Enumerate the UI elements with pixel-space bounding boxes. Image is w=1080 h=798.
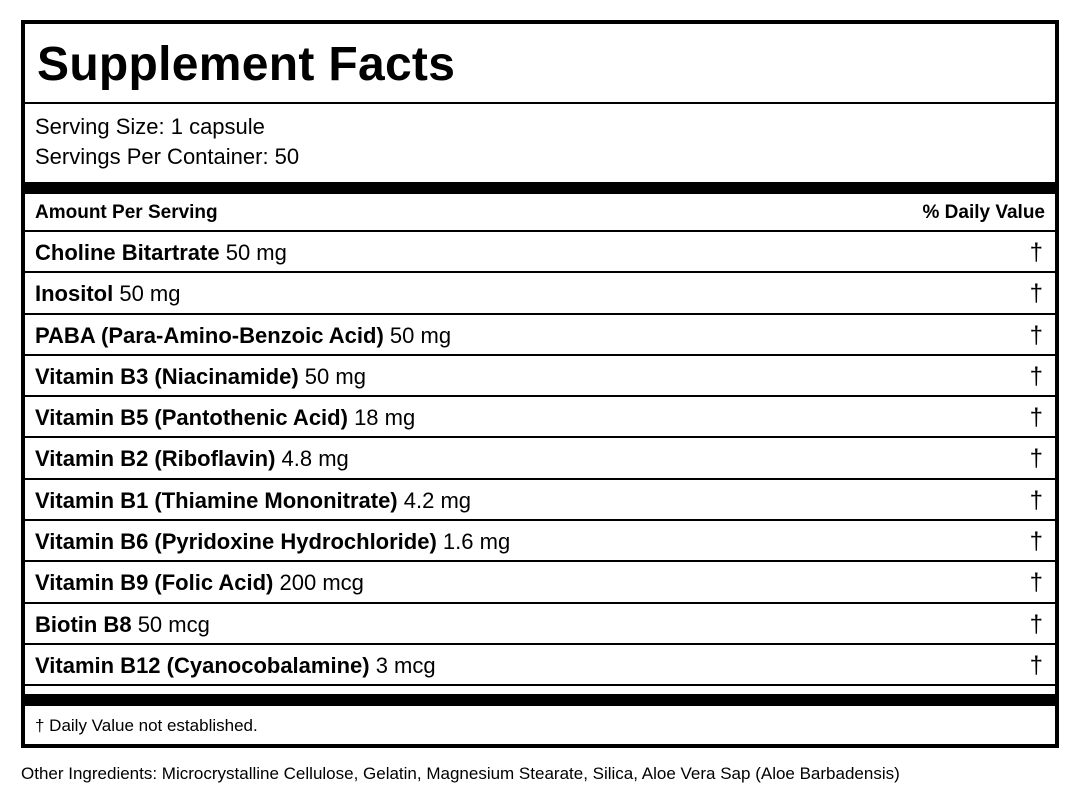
title-box [25, 24, 1055, 104]
ingredient-name: PABA (Para-Amino-Benzoic Acid) [35, 322, 384, 348]
ingredient-label [35, 405, 415, 431]
ingredient-row [25, 232, 1055, 273]
ingredient-row [25, 356, 1055, 397]
ingredient-label [35, 570, 364, 596]
ingredient-name: Vitamin B1 (Thiamine Mononitrate) [35, 487, 398, 513]
ingredient-amount: 50 mg [225, 240, 287, 265]
other-ingredients: Other Ingredients: Microcrystalline Cellulose, Gelatin, Magnesium Stearate, Silica, Aloe Vera Sap (Aloe Barbadensis) [21, 764, 900, 783]
ingredient-amount: 50 mg [389, 322, 452, 348]
dagger-mark: † [1029, 404, 1043, 432]
ingredient-label [35, 323, 451, 349]
dagger-mark: † [1029, 321, 1043, 349]
ingredient-row [25, 521, 1055, 562]
ingredient-amount: 50 mcg [137, 611, 210, 637]
ingredient-row [25, 480, 1055, 521]
ingredient-name: Inositol [35, 281, 114, 307]
dagger-mark: † [1029, 239, 1043, 266]
ingredient-label [35, 488, 471, 514]
dagger-mark: † [1029, 445, 1043, 473]
ingredient-name: Vitamin B5 (Pantothenic Acid) [35, 405, 348, 431]
dagger-mark: † [1029, 651, 1043, 679]
ingredient-row [25, 562, 1055, 603]
ingredient-label [35, 240, 287, 266]
panel-title: Supplement Facts [37, 38, 456, 91]
ingredient-name: Biotin B8 [35, 611, 132, 637]
ingredient-amount: 18 mg [354, 405, 416, 431]
ingredient-list [25, 232, 1055, 686]
ingredient-name: Vitamin B9 (Folic Acid) [35, 570, 274, 596]
ingredient-label [35, 281, 181, 307]
thick-divider-top [25, 182, 1055, 194]
ingredient-amount: 4.8 mg [281, 446, 349, 472]
ingredient-amount: 3 mcg [375, 652, 436, 678]
ingredient-row [25, 604, 1055, 645]
servings-per-container: Servings Per Container: 50 [35, 144, 300, 169]
ingredient-label [35, 529, 510, 555]
ingredient-amount: 50 mg [304, 363, 366, 389]
thick-divider-bottom [25, 694, 1055, 706]
daily-value-header: % Daily Value [922, 202, 1045, 223]
serving-info [35, 112, 299, 172]
ingredient-row [25, 438, 1055, 479]
supplement-facts-panel [21, 20, 1059, 748]
ingredient-amount: 200 mcg [279, 570, 364, 596]
ingredient-amount: 4.2 mg [403, 487, 472, 513]
ingredient-name: Choline Bitartrate [35, 240, 220, 265]
ingredient-amount: 50 mg [119, 281, 181, 307]
ingredient-row [25, 273, 1055, 314]
ingredient-row [25, 645, 1055, 686]
ingredient-row [25, 315, 1055, 356]
dagger-mark: † [1029, 486, 1043, 514]
ingredient-label [35, 653, 436, 679]
ingredient-label [35, 446, 349, 472]
column-header-row [25, 194, 1055, 232]
dagger-mark: † [1029, 569, 1043, 597]
dagger-mark: † [1029, 528, 1043, 556]
dagger-mark: † [1029, 280, 1043, 308]
ingredient-name: Vitamin B3 (Niacinamide) [35, 363, 299, 389]
amount-per-serving-header: Amount Per Serving [35, 202, 218, 223]
ingredient-name: Vitamin B2 (Riboflavin) [35, 446, 276, 472]
footnote: † Daily Value not established. [35, 716, 258, 735]
ingredient-name: Vitamin B12 (Cyanocobalamine) [35, 652, 370, 678]
ingredient-label [35, 364, 366, 390]
ingredient-label [35, 612, 210, 638]
serving-size: Serving Size: 1 capsule [35, 114, 265, 139]
ingredient-amount: 1.6 mg [442, 529, 511, 555]
dagger-mark: † [1029, 362, 1043, 390]
dagger-mark: † [1029, 610, 1043, 638]
ingredient-name: Vitamin B6 (Pyridoxine Hydrochloride) [35, 529, 437, 555]
ingredient-row [25, 397, 1055, 438]
